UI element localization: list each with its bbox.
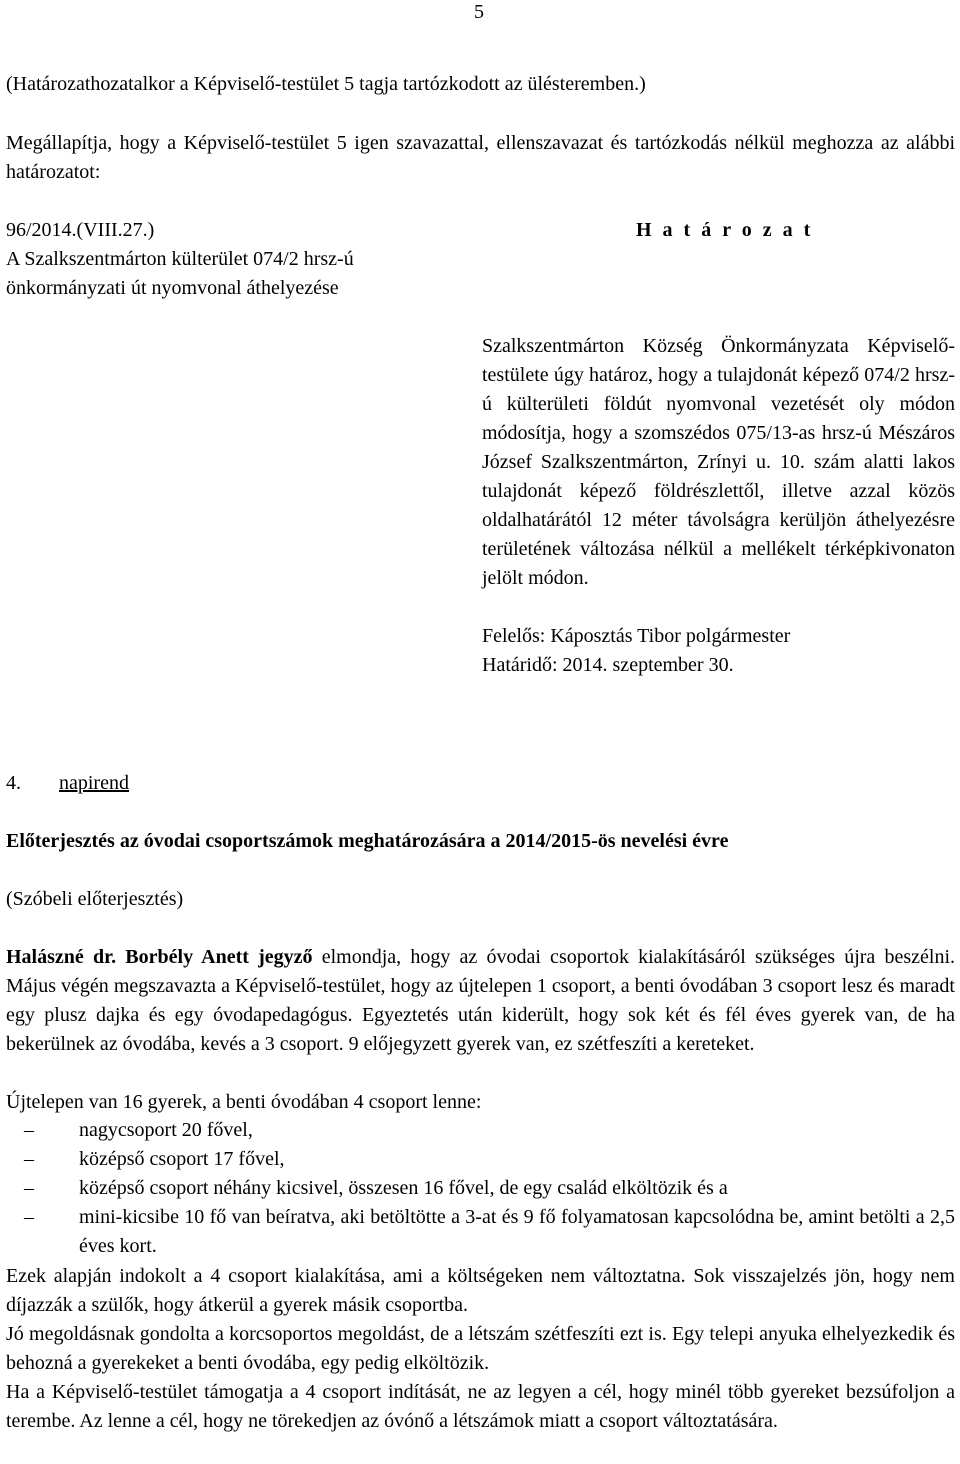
resolution-deadline: Határidő: 2014. szeptember 30.	[482, 654, 734, 676]
dash-marker: –	[24, 1206, 34, 1228]
resolution-number: 96/2014.(VIII.27.)	[6, 219, 155, 241]
resolution-subject: A Szalkszentmárton külterület 074/2 hrsz-ú önkormányzati út nyomvonal áthelyezése	[6, 248, 354, 299]
dash-marker: –	[24, 1119, 34, 1141]
list-item: – mini-kicsibe 10 fő van beíratva, aki betöltötte a 3-at és 9 fő folyamatosan kapcsolódna be, amint betölti a 2,5 éves kort.	[6, 1203, 955, 1261]
justification-paragraph: Ezek alapján indokolt a 4 csoport kialakítása, ami a költségeken nem változtatna. Sok visszajelzés jön, hogy nem díjazzák a szülők, hogy átkerül a gyerek másik csoportba.	[6, 1265, 955, 1316]
resolution-heading: H a t á r o z a t	[636, 219, 814, 241]
spacer	[482, 593, 955, 622]
agenda-number: 4.	[6, 772, 21, 794]
agenda-line	[6, 769, 129, 798]
dash-marker: –	[24, 1177, 34, 1199]
page-number: 5	[474, 1, 484, 23]
speaker-name: Halászné dr. Borbély Anett jegyző	[6, 946, 313, 968]
dash-marker: –	[24, 1148, 34, 1170]
agenda-label: napirend	[59, 772, 129, 794]
declaration-paragraph: Megállapítja, hogy a Képviselő-testület 5 igen szavazattal, ellenszavazat és tartózkodás nélkül meghozza az alábbi határozatot:	[6, 132, 955, 183]
agenda-title: Előterjesztés az óvodai csoportszámok meghatározására a 2014/2015-ös nevelési évre	[6, 830, 729, 852]
list-intro: Újtelepen van 16 gyerek, a benti óvodában 4 csoport lenne:	[6, 1091, 482, 1113]
list-item: – középső csoport 17 fővel,	[6, 1145, 955, 1174]
speech-text: elmondja, hogy az óvodai csoportok kialakításáról szükséges újra beszélni. Május végén megszavazta a Képviselő-testület, hogy az újtelepen 1 csoport, a benti óvodában 3 csoport lesz és maradt egy plusz dajka és egy óvodapedagógus. Egyeztetés után kiderült, hogy sok két és fél éves gyerek van, de ha bekerülnek az óvodába, kevés a 3 csoport. 9 előjegyzett gyerek van, ez szétfeszíti a kereteket.	[6, 946, 956, 1055]
resolution-body	[482, 332, 955, 680]
oral-note: (Szóbeli előterjesztés)	[6, 888, 184, 910]
resolution-text: Szalkszentmárton Község Önkormányzata Képviselő-testülete úgy határoz, hogy a tulajdonát képező 074/2 hrsz-ú külterületi földút nyomvonal vezetését oly módon módosítja, hogy a szomszédos 075/13-as hrsz-ú Mészáros József Szalkszentmárton, Zrínyi u. 10. szám alatti lakos tulajdonát képező földrészlettől, illetve azzal közös oldalhatárától 12 méter távolságra kerüljön áthelyezésre területének változása nélkül a mellékelt térképkivonaton jelölt módon.	[482, 335, 955, 589]
support-paragraph: Ha a Képviselő-testület támogatja a 4 csoport indítását, ne az legyen a cél, hogy minél több gyereket bezsúfoljon a terembe. Az lenne a cél, hogy ne törekedjen az óvónő a létszámok miatt a csoport változtatására.	[6, 1381, 955, 1432]
speech-paragraph	[6, 943, 955, 1059]
resolution-left-column	[6, 216, 386, 303]
solution-paragraph: Jó megoldásnak gondolta a korcsoportos megoldást, de a létszám szétfeszíti ezt is. Egy telepi anyuka elhelyezkedik és behozná a gyerekeket a benti óvodába, egy pedig elköltözik.	[6, 1323, 955, 1374]
list-item: – középső csoport néhány kicsivel, összesen 16 fővel, de egy család elköltözik és a	[6, 1174, 955, 1203]
attendance-paragraph: (Határozathozatalkor a Képviselő-testület 5 tagja tartózkodott az ülésteremben.)	[6, 73, 646, 95]
list-item: – nagycsoport 20 fővel,	[6, 1116, 955, 1145]
resolution-responsible: Felelős: Káposztás Tibor polgármester	[482, 625, 791, 647]
group-list	[6, 1116, 955, 1261]
